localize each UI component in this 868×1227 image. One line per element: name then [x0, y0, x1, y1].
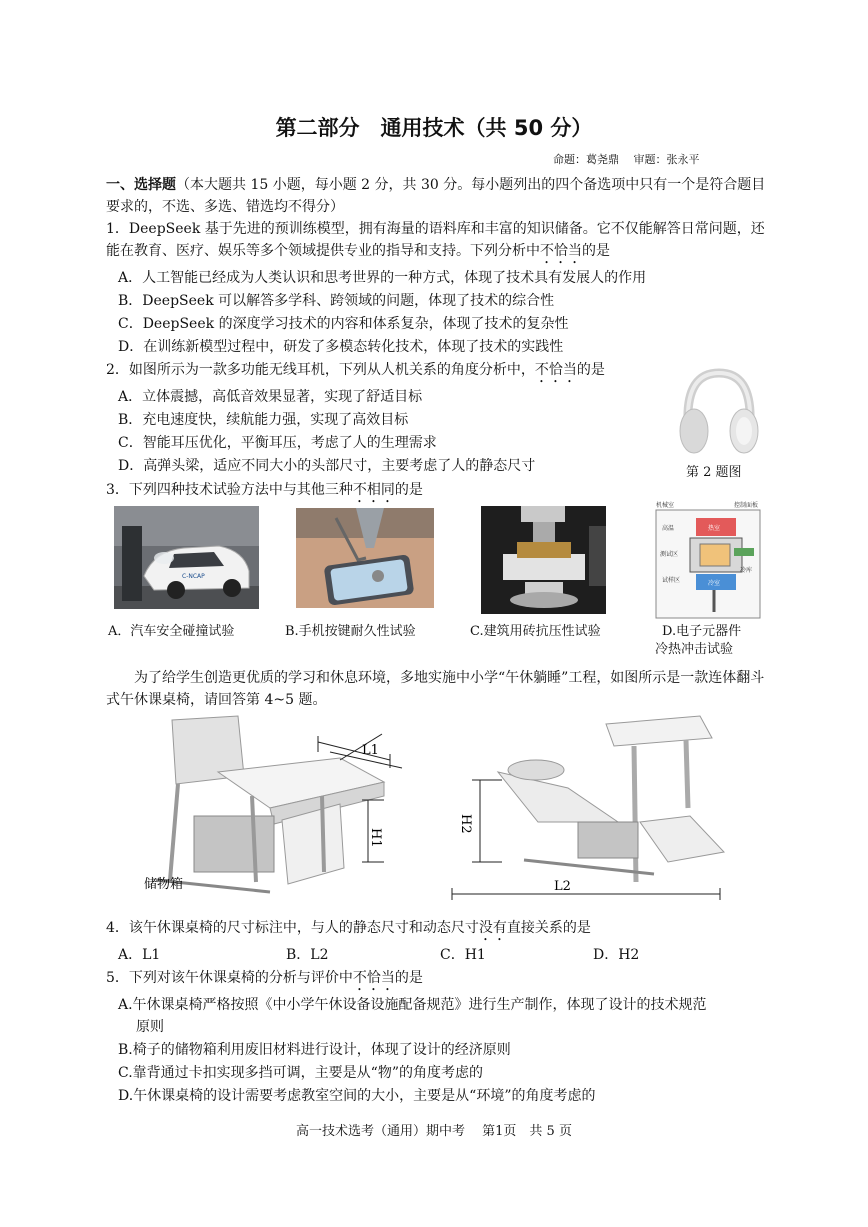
- q2-option-c: C．智能耳压优化，平衡耳压，考虑了人的生理需求: [118, 435, 437, 451]
- emphasis-text: 没有: [478, 920, 507, 936]
- q1-option-c: C．DeepSeek 的深度学习技术的内容和体系复杂，体现了技术的复杂性: [118, 316, 569, 332]
- q3-caption-b: B.手机按键耐久性试验: [285, 624, 416, 639]
- desk-label-l1: L1: [362, 743, 379, 758]
- q3-caption-d2: 冷热冲击试验: [655, 642, 734, 657]
- crash-logo-text: C-NCAP: [182, 573, 205, 580]
- q4-option-a: A．L1: [118, 947, 161, 963]
- q3-caption-d1: D.电子元器件: [662, 624, 742, 639]
- emphasis-text: 不恰当: [534, 362, 577, 378]
- chamber-label-cold: 冷室: [708, 580, 721, 587]
- q5-option-b: B.椅子的储物箱利用废旧材料进行设计，体现了设计的经济原则: [118, 1042, 511, 1058]
- q4-option-c: C．H1: [440, 947, 486, 963]
- q3-caption-a: A．汽车安全碰撞试验: [108, 624, 235, 639]
- q2-option-a: A．立体震撼，高低音效果显著，实现了舒适目标: [118, 389, 423, 405]
- crash-test-image: [114, 506, 259, 609]
- q3-caption-c: C.建筑用砖抗压性试验: [470, 624, 601, 639]
- brick-test-image: [481, 506, 606, 614]
- authors-line: 命题：葛尧鼎 审题：张永平: [553, 153, 700, 166]
- desk-label-l2: L2: [554, 879, 571, 894]
- desk-figure-left: [140, 712, 420, 902]
- q1-option-a: A．人工智能已经成为人类认识和思考世界的一种方式，体现了技术具有发展人的作用: [118, 270, 647, 286]
- emphasis-text: 不相同: [352, 482, 395, 498]
- chamber-label-test: 测试区: [660, 551, 679, 558]
- q1-option-d: D．在训练新模型过程中，研发了多模态转化技术，体现了技术的实践性: [118, 339, 564, 355]
- q1-option-b: B．DeepSeek 可以解答多学科、跨领域的问题，体现了技术的综合性: [118, 293, 555, 309]
- chamber-label-store: 冷库: [740, 567, 753, 574]
- q4-option-d: D．H2: [593, 947, 640, 963]
- chamber-label-sample: 试样区: [662, 577, 681, 584]
- chamber-label-machine: 机械室: [656, 502, 675, 509]
- question-2-stem: 2．如图所示为一款多功能无线耳机，下列从人机关系的角度分析中，不恰当的是: [106, 362, 605, 378]
- question-5-stem: 5．下列对该午休课桌椅的分析与评价中不恰当的是: [106, 970, 423, 986]
- q5-option-a-cont: 原则: [136, 1019, 164, 1035]
- q2-option-b: B．充电速度快，续航能力强，实现了高效目标: [118, 412, 409, 428]
- emphasis-text: 不恰当: [540, 243, 582, 259]
- chamber-label-hot: 热室: [708, 525, 721, 532]
- desk-intro: 为了给学生创造更优质的学习和休息环境，多地实施中小学“午休躺睡”工程，如图所示是一款连体翻斗式午休课桌椅，请回答第 4~5 题。: [106, 670, 765, 708]
- section-title: 一、选择题: [106, 177, 176, 193]
- phone-test-image: [296, 508, 434, 608]
- chamber-label-high: 高温: [662, 525, 675, 532]
- q5-option-a: A.午休课桌椅严格按照《中小学午休设备设施配备规范》进行生产制作，体现了设计的技术规范: [118, 997, 707, 1013]
- chamber-label-panel: 控制面板: [734, 502, 759, 509]
- question-3-stem: 3．下列四种技术试验方法中与其他三种不相同的是: [106, 482, 423, 498]
- q5-option-d: D.午休课桌椅的设计需要考虑教室空间的大小，主要是从“环境”的角度考虑的: [118, 1088, 596, 1104]
- headphones-image: [676, 365, 762, 457]
- question-1-stem: 1．DeepSeek 基于先进的预训练模型，拥有海量的语料库和丰富的知识储备。它不仅能解答日常问题，还能在教育、医疗、娱乐等多个领域提供专业的指导和支持。下列分析中不恰当的是: [106, 221, 765, 259]
- question-4-stem: 4．该午休课桌椅的尺寸标注中，与人的静态尺寸和动态尺寸没有直接关系的是: [106, 920, 591, 936]
- desk-label-h2: H2: [458, 814, 473, 834]
- q5-option-c: C.靠背通过卡扣实现多挡可调，主要是从“物”的角度考虑的: [118, 1065, 483, 1081]
- desk-label-h1: H1: [368, 828, 383, 848]
- thermal-chamber-diagram: [648, 500, 768, 620]
- q2-option-d: D．高弹头梁，适应不同大小的头部尺寸，主要考虑了人的静态尺寸: [118, 458, 536, 474]
- section-heading: [106, 174, 771, 218]
- desk-label-storage: 储物箱: [144, 877, 184, 892]
- q4-option-b: B．L2: [286, 947, 329, 963]
- desk-figure-right: [428, 712, 748, 906]
- figure-2-caption: 第 2 题图: [686, 465, 742, 480]
- page-footer: 高一技术选考（通用）期中考 第1页 共 5 页: [296, 1124, 572, 1139]
- section-desc: （本大题共 15 小题，每小题 2 分，共 30 分。每小题列出的四个备选项中只有一个是符合题目要求的，不选、多选、错选均不得分）: [106, 177, 766, 215]
- page-title: 第二部分 通用技术（共 50 分）: [275, 116, 593, 140]
- emphasis-text: 不恰当: [352, 970, 395, 986]
